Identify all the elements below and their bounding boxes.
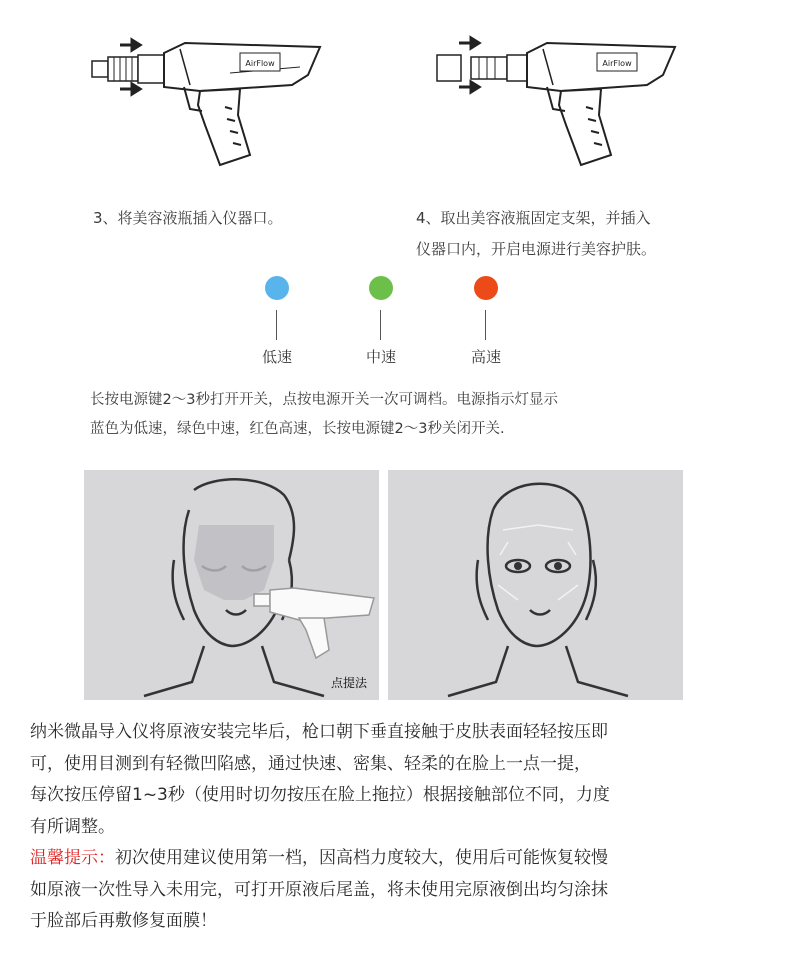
face-panel-right [388,470,683,700]
warning-text-1: 初次使用建议使用第一档，因高档力度较大，使用后可能恢复较慢 [115,848,608,868]
face-open-eyes-icon [388,470,683,700]
warning-line-1 [30,843,608,875]
warning-block [30,843,608,938]
connector-line [485,310,486,340]
connector-line [380,310,381,340]
brand-label-2: AirFlow [602,59,632,68]
power-note-line-2: 蓝色为低速，绿色中速，红色高速，长按电源键2～3秒关闭开关. [90,421,505,437]
step4-caption-line-2: 仪器口内，开启电源进行美容护肤。 [416,240,657,258]
face-with-device-icon [84,470,379,700]
speed-label-mid: 中速 [365,348,396,366]
step4-caption-line-1: 4、取出美容液瓶固定支架，并插入 [416,209,651,227]
step3-caption [93,203,283,234]
speed-label-low: 低速 [261,348,292,366]
step4-caption [416,203,656,265]
step4-illustration [425,25,685,190]
warning-line-3: 于脸部后再敷修复面膜！ [30,911,217,931]
speed-indicator-high [456,276,516,367]
brand-label: AirFlow [245,59,275,68]
step3-illustration [80,25,340,190]
power-note [90,386,558,444]
injector-gun-icon [80,25,340,190]
speed-indicator-low [247,276,307,367]
speed-indicator-mid [351,276,411,367]
green-dot-icon [369,276,393,300]
usage-description [30,717,610,843]
injector-gun-open-icon [425,25,685,190]
face-panel-left [84,470,379,700]
connector-line [276,310,277,340]
description-line-1: 纳米微晶导入仪将原液安装完毕后，枪口朝下垂直接触于皮肤表面轻轻按压即 [30,722,608,742]
red-dot-icon [474,276,498,300]
description-line-3: 每次按压停留1~3秒（使用时切勿按压在脸上拖拉）根据接触部位不同，力度 [30,785,610,805]
step3-caption-line: 3、将美容液瓶插入仪器口。 [93,209,283,227]
power-note-line-1: 长按电源键2～3秒打开开关，点按电源开关一次可调档。电源指示灯显示 [90,392,558,408]
warning-line-2: 如原液一次性导入未用完，可打开原液后尾盖，将未使用完原液倒出均匀涂抹 [30,879,608,900]
description-line-4: 有所调整。 [30,816,115,837]
warning-label: 温馨提示： [30,848,115,868]
description-line-2: 可，使用目测到有轻微凹陷感，通过快速、密集、轻柔的在脸上一点一提， [30,753,591,774]
blue-dot-icon [265,276,289,300]
technique-label: 点提法 [330,676,368,690]
speed-label-high: 高速 [470,348,501,366]
